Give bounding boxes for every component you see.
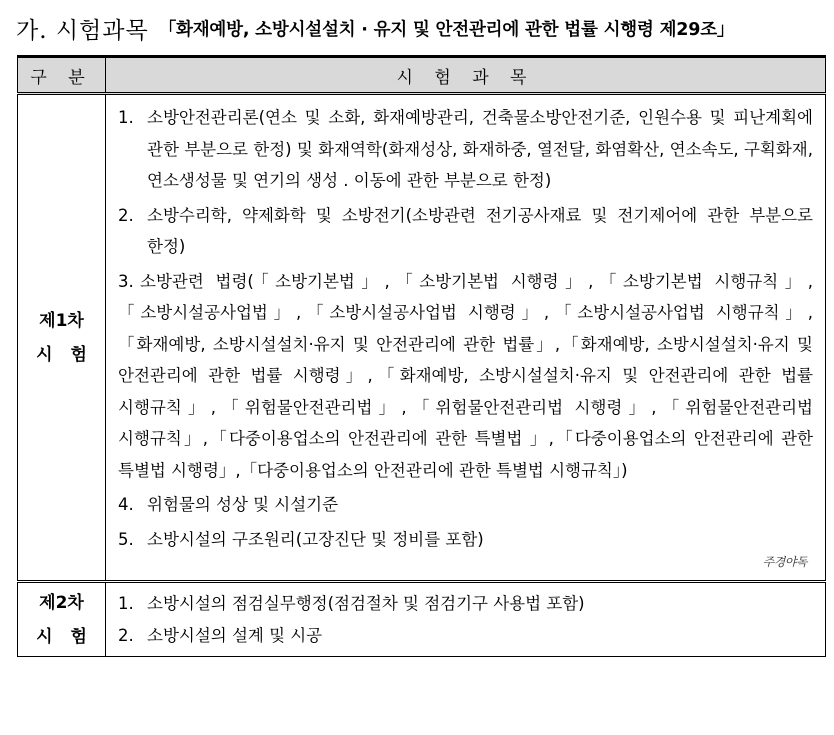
exam-subjects-table	[17, 55, 826, 657]
second-exam-subjects	[106, 582, 826, 657]
list-item: 1. 소방안전관리론(연소 및 소화, 화재예방관리, 건축물소방안전기준, 인원수용 및 피난계획에 관한 부분으로 한정) 및 화재역학(화재성상, 화재하중, 열전달, 화염확산, 연소속도, 구획화재, 연소생성물 및 연기의 생성 . 이동에 관한 부분으로 한정)	[118, 108, 813, 190]
second-exam-label-line2: 시험	[36, 626, 105, 647]
table-header-row	[18, 57, 826, 94]
first-exam-label	[18, 94, 106, 582]
first-exam-subjects	[106, 94, 826, 582]
list-item: 5. 소방시설의 구조원리(고장진단 및 정비를 포함)	[118, 529, 484, 549]
section-heading: 가. 시험과목	[16, 17, 149, 44]
list-item: 3. 소방관련 법령(「소방기본법」,「소방기본법 시행령」,「소방기본법 시행규칙」,「소방시설공사업법」,「소방시설공사업법 시행령」,「소방시설공사업법 시행규칙」,「화재예방, 소방시설설치·유지 및 안전관리에 관한 법률」,「화재예방, 소방시설설치·유지 및 안전관리에 관한 법률 시행령」,「화재예방, 소방시설설치·유지 및 안전관리에 관한 법률 시행규칙」,「위험물안전관리법」,「위험물안전관리법 시행령」,「위험물안전관리법 시행규칙」,「다중이용업소의 안전관리에 관한 특별법 」,「다중이용업소의 안전관리에 관한 특별법 시행령」,「다중이용업소의 안전관리에 관한 특별법 시행규칙」)	[118, 271, 813, 480]
list-item: 1. 소방시설의 점검실무행정(점검절차 및 점검기구 사용법 포함)	[118, 594, 585, 613]
list-item: 4. 위험물의 성상 및 시설기준	[118, 495, 339, 514]
table-row-first-exam	[18, 94, 826, 582]
second-exam-label-line1: 제2차	[39, 592, 84, 613]
table-row-second-exam	[18, 582, 826, 657]
law-reference: 「화재예방, 소방시설설치 · 유지 및 안전관리에 관한 법률 시행령 제29조」	[158, 19, 735, 40]
list-item: 2. 소방시설의 설계 및 시공	[118, 625, 323, 645]
header-subjects: 시 험 과 목	[106, 57, 826, 94]
watermark-stamp: 주경야독	[762, 554, 807, 569]
header-category: 구 분	[18, 57, 106, 94]
first-exam-label-line2: 시험	[36, 344, 105, 365]
list-item: 2. 소방수리학, 약제화학 및 소방전기(소방관련 전기공사재료 및 전기제어에 관한 부분으로 한정)	[118, 205, 813, 256]
first-exam-label-line1: 제1차	[39, 310, 84, 331]
page-title	[16, 10, 826, 46]
second-exam-label	[18, 582, 106, 657]
